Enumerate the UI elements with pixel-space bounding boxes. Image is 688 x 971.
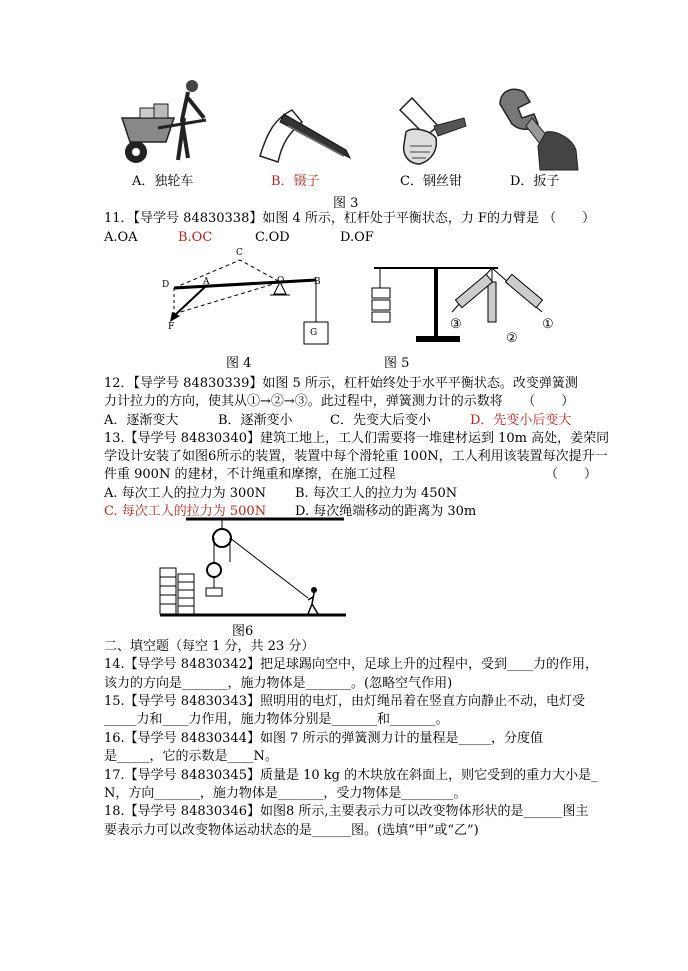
fig4-label-a: A <box>203 277 210 287</box>
fig4-label-c: C <box>236 248 243 258</box>
fig4-label-f: F <box>168 322 175 332</box>
q13-line3: 件重 900N 的建材，不计绳重和摩擦，在施工过程 （ ） <box>104 467 597 482</box>
q13-option-a: A. 每次工人的拉力为 300N <box>104 486 266 501</box>
fig5-caption: 图 5 <box>384 356 410 371</box>
q13-line2: 学设计安装了如图6所示的装置，装置中每个滑轮重 100N，工人利用该装置每次提升一 <box>104 449 608 464</box>
fig5-label-3: ③ <box>450 317 462 332</box>
q16-line2: 是_____，它的示数是____N。 <box>104 749 278 764</box>
fig3-option-a: A．独轮车 <box>132 174 194 189</box>
fig4-label-d: D <box>162 280 170 290</box>
q11-stem: 11．【导学号 84830338】如图 4 所示，杠杆处于平衡状态，力 F的力臂是 （ ） <box>104 211 596 226</box>
q16-line1: 16.【导学号 84830344】如图 7 所示的弹簧测力计的量程是_____，分度值 <box>104 731 544 746</box>
q13-option-b: B. 每次工人的拉力为 450N <box>295 486 458 501</box>
q18-line1: 18.【导学号 84830346】如图8 所示,主要表示力可以改变物体形状的是______图主 <box>104 804 589 819</box>
tweezers-drawing <box>258 100 358 168</box>
q11-option-d: D.OF <box>340 230 374 245</box>
q12-option-d: D．先变小后变大 <box>470 413 572 428</box>
q14-line2: 该力的方向是_______，施力物体是_______。(忽略空气作用) <box>104 676 453 691</box>
fig4-label-b: B <box>314 277 321 287</box>
fig3-option-d: D．扳子 <box>510 174 560 189</box>
q12-option-a: A．逐渐变大 <box>104 413 179 428</box>
q12-option-c: C．先变大后变小 <box>330 413 431 428</box>
q11-option-b: B.OC <box>178 230 213 245</box>
fig4-label-g: G <box>310 328 318 338</box>
wheelbarrow-drawing <box>118 78 218 168</box>
fig3-option-b: B．镊子 <box>271 174 320 189</box>
fig3-option-c: C．钢丝钳 <box>400 174 462 189</box>
fig5-label-1: ① <box>542 317 554 332</box>
wire-pliers-drawing <box>390 96 470 168</box>
q15-line2: _____力和____力作用，施力物体分别是_______和_______。 <box>104 712 449 727</box>
fig6-pulley-diagram <box>158 514 350 620</box>
q12-option-b: B．逐渐变小 <box>218 413 293 428</box>
q11-option-c: C.OD <box>255 230 290 245</box>
fig6-caption: 图6 <box>232 624 254 639</box>
section2-title: 二、填空题（每空 1 分，共 23 分） <box>104 639 315 654</box>
q13-option-d: D. 每次绳端移动的距离为 30m <box>295 504 477 519</box>
fig3-caption: 图 3 <box>333 196 359 211</box>
fig5-label-2: ② <box>506 331 518 346</box>
q13-line1: 13.【导学号 84830340】建筑工地上，工人们需要将一堆建材运到 10m 高处，姜荣同 <box>104 431 610 446</box>
q17-line2: N，方向_______，施力物体是_______，受力物体是________。 <box>104 786 467 801</box>
wrench-drawing <box>492 84 582 172</box>
fig4-label-o: O <box>277 276 285 286</box>
q15-line1: 15.【导学号 84830343】照明用的电灯，由灯绳吊着在竖直方向静止不动，电灯受 <box>104 694 585 709</box>
q17-line1: 17.【导学号 84830345】质量是 10 kg 的木块放在斜面上，则它受到的重力大小是_ <box>104 768 598 783</box>
q12-line1: 12．【导学号 84830339】如图 5 所示，杠杆始终处于水平平衡状态。改变弹簧测 <box>104 376 578 391</box>
q14-line1: 14.【导学号 84830342】把足球踢向空中，足球上升的过程中，受到____力的作用， <box>104 657 598 672</box>
fig4-caption: 图 4 <box>226 356 252 371</box>
q12-line2: 力计拉力的方向，使其从①→②→③。此过程中，弹簧测力计的示数将 （ ） <box>104 394 575 409</box>
q18-line2: 要表示力可以改变物体运动状态的是______图。(选填“甲”或“乙”) <box>104 823 479 838</box>
q13-option-c: C. 每次工人的拉力为 500N <box>104 504 267 519</box>
q11-option-a: A.OA <box>104 230 138 245</box>
